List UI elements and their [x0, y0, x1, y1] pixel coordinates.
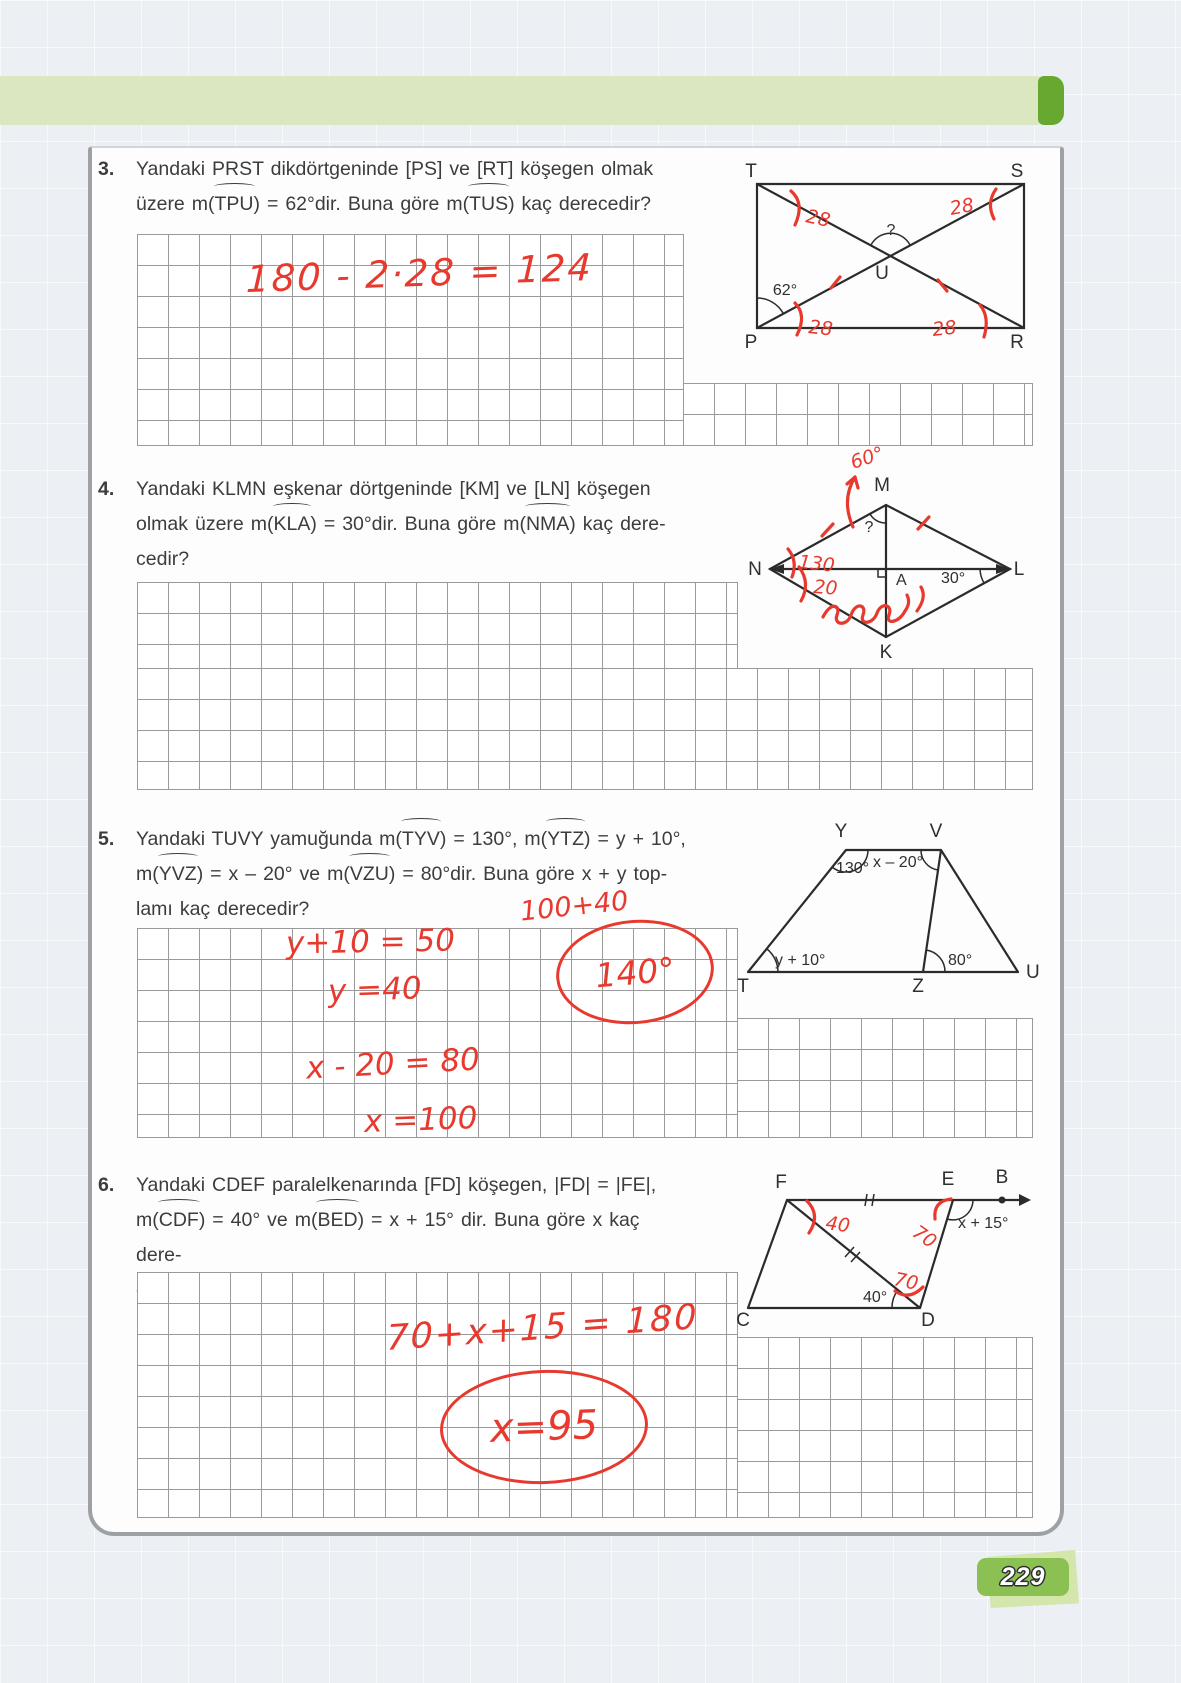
handwriting-p6-answer: x=95	[489, 1402, 599, 1452]
ink-28-bottom-left: 28	[807, 316, 834, 341]
vertex-label-N: N	[748, 559, 762, 580]
problem-6-text: Yandaki CDEF paralelkenarında [FD] köşegen, |FD| = |FE|, m(CDF) = 40° ve m(BED) = x + 15° dir. Buna göre x kaç dere-	[136, 1174, 657, 1266]
problem-6-number: 6.	[98, 1174, 115, 1196]
vertex-label-U: U	[1026, 962, 1040, 983]
point-B-dot	[999, 1197, 1006, 1204]
vertex-label-Z: Z	[912, 976, 924, 997]
handwriting-p5-line2: y =40	[327, 970, 423, 1010]
handwriting-p5-line4: x =100	[363, 1100, 478, 1140]
diagram-trapezoid-tuvy	[695, 815, 1045, 1000]
page-number: 229	[1000, 1562, 1046, 1591]
center-label-A: A	[896, 572, 907, 589]
ray-arrowhead-B	[1019, 1194, 1031, 1206]
ink-scribble	[917, 587, 923, 611]
vertex-label-B: B	[995, 1167, 1009, 1188]
vertex-label-V: V	[929, 821, 943, 842]
ink-40-at-F: 40	[824, 1212, 852, 1238]
angle-label-x-plus-15: x + 15°	[958, 1215, 1009, 1232]
problem-3-text: Yandaki PRST dikdörtgeninde [PS] ve [RT] köşegen olmak üzere m(TPU) = 62°dir. Buna göre m(TUS) kaç derecedir?	[136, 152, 692, 222]
page-badge	[977, 1558, 1069, 1596]
red-ink-d4	[788, 442, 929, 623]
angle-label-62: 62°	[772, 282, 798, 299]
answer-grid-p4-wide	[137, 668, 1033, 790]
vertex-label-U: U	[875, 263, 889, 284]
handwriting-p5-sum: 100+40	[518, 885, 630, 928]
vertex-label-T: T	[745, 161, 757, 182]
answer-grid-p4	[137, 582, 738, 669]
header-bar	[0, 76, 1046, 125]
vertex-label-E: E	[941, 1169, 955, 1190]
answer-grid-p5-right	[737, 1018, 1033, 1138]
problem-4-number: 4.	[98, 478, 115, 500]
vertex-label-Y: Y	[834, 821, 848, 842]
ink-answer-60: 60°	[847, 442, 887, 474]
ink-28-top-right: 28	[948, 194, 976, 220]
angle-hat: TPU	[215, 187, 254, 222]
ink-20: 20	[812, 576, 839, 600]
answer-grid-p6-right	[737, 1337, 1033, 1518]
angle-label-30: 30°	[941, 570, 966, 587]
vertex-label-M: M	[874, 475, 890, 496]
ink-28-bottom-right: 28	[931, 316, 958, 341]
angle-arc-P	[757, 298, 783, 313]
angle-hat: YVZ	[159, 857, 197, 892]
handwriting-p5-line1: y+10 = 50	[285, 922, 456, 962]
angle-label-y-plus-10: y + 10°	[775, 952, 826, 969]
problem-5-number: 5.	[98, 828, 115, 850]
vertex-label-S: S	[1010, 161, 1024, 182]
angle-label-130: 130°	[836, 860, 870, 877]
diagram-rectangle-prst	[695, 155, 1045, 355]
angle-arc-Z	[926, 950, 945, 972]
red-ink-d3	[791, 189, 996, 341]
angle-hat: YTZ	[547, 822, 584, 857]
angle-hat: TYV	[402, 822, 440, 857]
vertex-label-T: T	[737, 976, 749, 997]
ink-28-top-left: 28	[803, 205, 833, 232]
handwriting-p5-answer: 140°	[593, 949, 677, 995]
problem-5-text: Yandaki TUVY yamuğunda m(TYV) = 130°, m(YTZ) = y + 10°, m(YVZ) = x – 20° ve m(VZU) = 80°dir. Buna göre x + y top- lamı kaç derecedir?	[136, 822, 692, 927]
vertex-label-L: L	[1013, 559, 1025, 580]
angle-hat: CDF	[159, 1203, 199, 1238]
ink-70-at-D: 70	[891, 1268, 921, 1295]
handwriting-p6-equation: 70+x+15 = 180	[386, 1297, 699, 1359]
angle-arc-V	[921, 850, 938, 870]
question-mark-label: ?	[864, 519, 874, 536]
angle-hat: VZU	[350, 857, 389, 892]
angle-arc-L	[980, 569, 984, 583]
diagram-rhombus-klmn	[695, 415, 1045, 665]
handwriting-p3-equation: 180 - 2·28 = 124	[245, 245, 594, 302]
angle-label-80: 80°	[948, 952, 973, 969]
vertex-label-R: R	[1010, 332, 1024, 353]
problem-4-text: Yandaki KLMN eşkenar dörtgeninde [KM] ve [LN] köşegen olmak üzere m(KLA) = 30°dir. Buna göre m(NMA) kaç dere- cedir?	[136, 478, 666, 570]
angle-label-x-minus-20: x – 20°	[873, 854, 923, 871]
angle-label-40: 40°	[863, 1289, 888, 1306]
vertex-label-D: D	[921, 1310, 935, 1331]
angle-hat: NMA	[526, 507, 569, 542]
vertex-label-F: F	[775, 1172, 787, 1193]
vertex-label-K: K	[879, 642, 893, 663]
problem-3	[98, 152, 692, 222]
problem-4	[98, 472, 692, 577]
angle-hat: KLA	[274, 507, 311, 542]
diagram-parallelogram-cdef	[695, 1135, 1045, 1330]
header-bar-end-cap	[1038, 76, 1064, 125]
question-mark-label: ?	[886, 222, 896, 239]
handwriting-p5-line3: x - 20 = 80	[305, 1041, 481, 1087]
ink-130: 130	[797, 551, 836, 577]
vertex-label-C: C	[736, 1310, 750, 1331]
problem-3-number: 3.	[98, 158, 115, 180]
vertex-label-P: P	[744, 332, 758, 353]
right-angle-mark-A	[878, 569, 886, 577]
angle-hat: BED	[317, 1203, 357, 1238]
ink-70-at-E: 70	[908, 1221, 941, 1253]
angle-hat: TUS	[469, 187, 508, 222]
